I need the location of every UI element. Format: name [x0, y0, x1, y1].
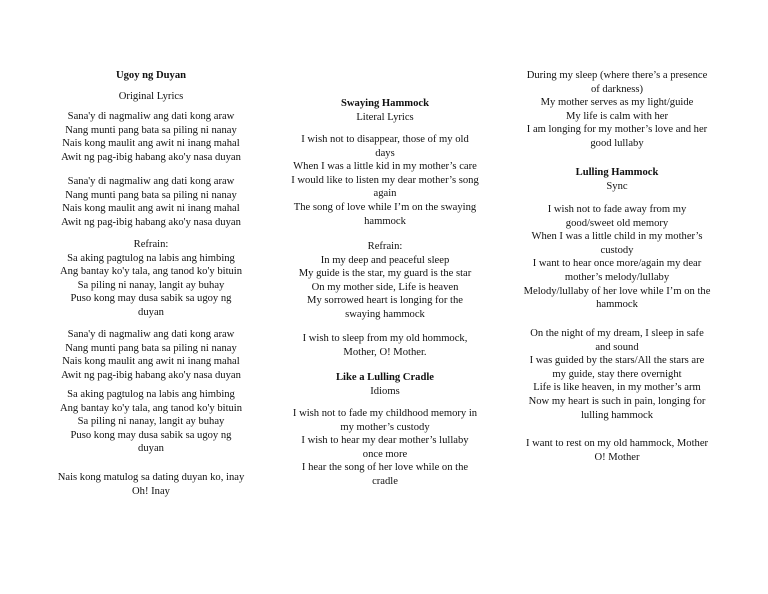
- stanza: I wish to sleep from my old hommock, Mother, O! Mother.: [302, 333, 468, 358]
- title-swaying-hammock: Swaying Hammock: [341, 98, 429, 109]
- stanza: Sana'y di nagmaliw ang dati kong araw Nang munti pang bata sa piling ni nanay Nais kong maulit ang awit ni inang mahal Awit ng pag-ibig habang ako'y nasa duyan: [61, 329, 241, 381]
- stanza: During my sleep (where there’s a presence of darkness) My mother serves as my light/guide My life is calm with her I am longing for my mother’s love and her good lullaby: [526, 70, 708, 149]
- title-lulling-hammock: Lulling Hammock: [575, 167, 659, 178]
- title-ugoy-ng-duyan: Ugoy ng Duyan: [115, 70, 187, 81]
- stanza: I wish not to disappear, those of my old days When I was a little kid in my mother’s care I would like to listen my dear mother’s song again The song of love while I’m on the swaying hammock: [291, 134, 479, 227]
- stanza: I wish not to fade away from my good/sweet old memory When I was a little child in my mother’s custody I want to hear once more/again my dear mother’s melody/lullaby Melody/lullaby of her love while I’m on the hammock: [523, 204, 711, 311]
- subtitle-sync: Sync: [606, 181, 628, 192]
- stanza: Sa aking pagtulog na labis ang himbing Ang bantay ko'y tala, ang tanod ko'y bituin Sa piling ni nanay, langit ay buhay Puso kong may dusa sabik sa ugoy ng duyan: [59, 389, 243, 455]
- subtitle-original-lyrics: Original Lyrics: [118, 91, 184, 102]
- refrain-stanza: Refrain: In my deep and peaceful sleep My guide is the star, my guard is the star On my mother side, Life is heaven My sorrowed heart is longing for the swaying hammock: [298, 241, 472, 320]
- refrain-stanza: Refrain: Sa aking pagtulog na labis ang himbing Ang bantay ko'y tala, ang tanod ko'y bituin Sa piling ni nanay, langit ay buhay Puso kong may dusa sabik sa ugoy ng duyan: [59, 239, 243, 318]
- title-like-a-lulling-cradle: Like a Lulling Cradle: [335, 372, 434, 383]
- stanza: On the night of my dream, I sleep in safe and sound I was guided by the stars/All the stars are my guide, stay there overnight Life is like heaven, in my mother’s arm Now my heart is such in pain, longing for lulling hammock: [528, 328, 706, 421]
- closing-stanza: I want to rest on my old hammock, Mother O! Mother: [525, 438, 709, 463]
- stanza: I wish not to fade my childhood memory in my mother’s custody I wish to hear my dear mother’s lullaby once more I hear the song of her love while on the cradle: [292, 408, 478, 487]
- subtitle-literal-lyrics: Literal Lyrics: [356, 112, 414, 123]
- closing-stanza: Nais kong matulog sa dating duyan ko, inay Oh! Inay: [57, 472, 245, 497]
- subtitle-idioms: Idioms: [370, 386, 400, 397]
- stanza: Sana'y di nagmaliw ang dati kong araw Nang munti pang bata sa piling ni nanay Nais kong maulit ang awit ni inang mahal Awit ng pag-ibig habang ako'y nasa duyan: [61, 176, 241, 228]
- stanza: Sana'y di nagmaliw ang dati kong araw Nang munti pang bata sa piling ni nanay Nais kong maulit ang awit ni inang mahal Awit ng pag-ibig habang ako'y nasa duyan: [61, 111, 241, 163]
